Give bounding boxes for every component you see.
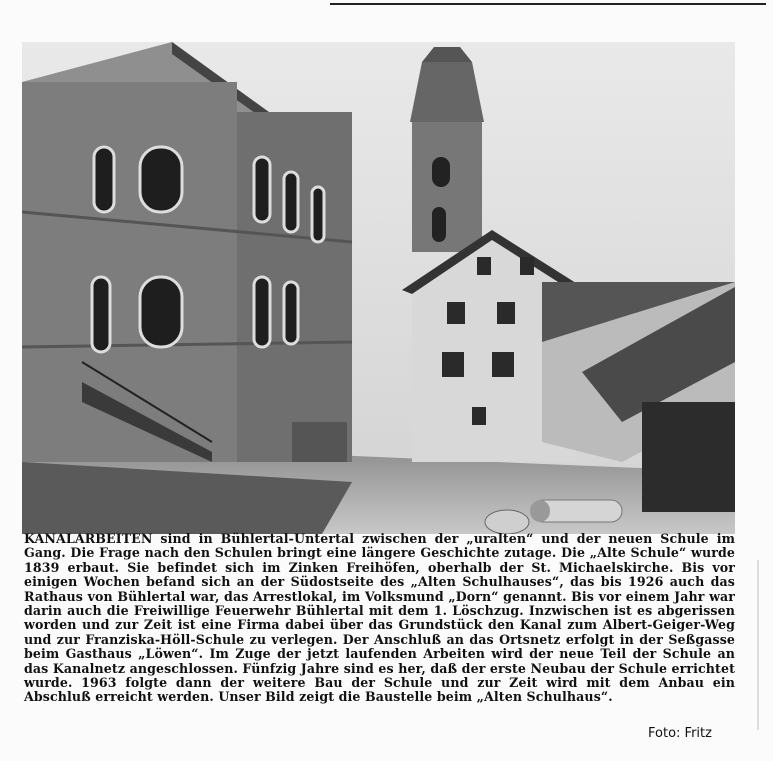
newspaper-photo	[22, 42, 735, 534]
caption-body: sind in Bühlertal-Untertal zwischen der „uralten“ und der neuen Schule im Gang. Die Frage nach den Schulen bringt eine längere Geschichte zutage. Die „Alte Schule“ wurde 1839 erbaut. Sie befindet sich im Zinken Freihöfen, oberhalb der St. Michaelskirche. Bis vor einigen Wochen befand sich an der Südostseite des „Alten Schulhauses“, das bis 1926 auch das Rathaus von Bühlertal war, das Arrestlokal, im Volksmund „Dorn“ genannt. Bis vor einem Jahr war darin auch die Freiwillige Feuerwehr Bühlertal mit dem 1. Löschzug. Inzwischen ist es abgerissen worden und zur Zeit ist eine Firma dabei über das Grundstück den Kanal zum Albert-Geiger-Weg und zur Franziska-Höll-Schule zu verlegen. Der Anschluß an das Ortsnetz erfolgt in der Seßgasse beim Gasthaus „Löwen“. Im Zuge der jetzt laufenden Arbeiten wird der neue Teil der Schule an das Kanalnetz angeschlossen. Fünfzig Jahre sind es her, daß der erste Neubau der Schule errichtet wurde. 1963 folgte dann der weitere Bau der Schule und zur Zeit wird mit dem Anbau ein Abschluß erreicht werden. Unser Bild zeigt die Baustelle beim „Alten Schulhaus“.	[24, 531, 735, 705]
scan-edge-mark	[757, 560, 759, 730]
caption-lead: KANALARBEITEN	[24, 531, 153, 546]
top-rule	[330, 3, 766, 5]
photo-credit: Foto: Fritz	[648, 726, 712, 741]
photo-illustration	[22, 42, 735, 534]
photo-caption	[24, 532, 735, 705]
